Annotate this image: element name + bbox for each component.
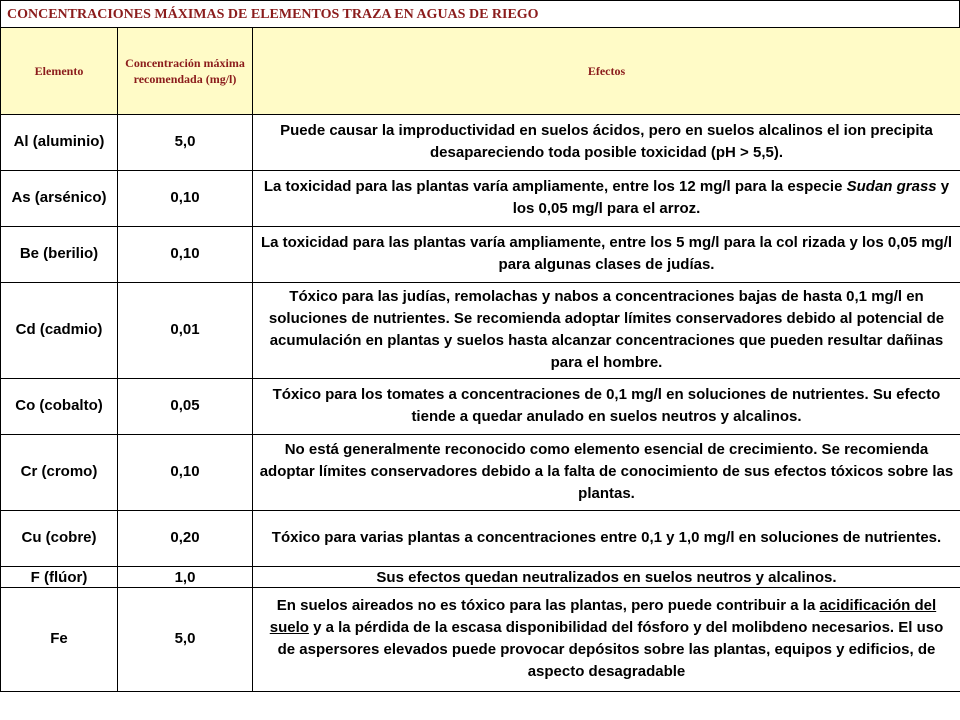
table-title-bar <box>0 0 960 28</box>
table-row <box>1 378 960 434</box>
table-row <box>1 434 960 510</box>
cell-efectos: Puede causar la improductividad en suelos ácidos, pero en suelos alcalinos el ion precipita desapareciendo toda posible toxicidad (pH > 5,5). <box>253 114 960 170</box>
cell-concentracion: 0,10 <box>118 226 253 282</box>
cell-concentracion: 0,10 <box>118 170 253 226</box>
cell-concentracion: 0,05 <box>118 378 253 434</box>
efectos-text-end: y los 0,05 mg/l para el arroz. <box>512 178 950 217</box>
efectos-text-end: y a la pérdida de la escasa disponibilidad del fósforo y del molibdeno necesarios. El uso de aspersores elevados puede provocar depósitos sobre las plantas, equipos y edificios, de aspecto desagradable <box>277 619 944 680</box>
efectos-link-acidificacion[interactable]: acidificación del suelo <box>269 597 937 636</box>
cell-efectos <box>253 587 960 691</box>
cell-elemento: F (flúor) <box>1 566 118 587</box>
cell-elemento: Co (cobalto) <box>1 378 118 434</box>
efectos-italic-species: Sudan grass <box>846 178 937 195</box>
trace-elements-table <box>0 28 960 692</box>
table-row <box>1 170 960 226</box>
cell-concentracion: 5,0 <box>118 114 253 170</box>
header-efectos: Efectos <box>253 28 960 114</box>
table-row <box>1 282 960 378</box>
table-row <box>1 587 960 691</box>
cell-efectos: Sus efectos quedan neutralizados en suelos neutros y alcalinos. <box>253 566 960 587</box>
cell-efectos: Tóxico para varias plantas a concentraciones entre 0,1 y 1,0 mg/l en soluciones de nutrientes. <box>253 510 960 566</box>
header-elemento: Elemento <box>1 28 118 114</box>
cell-concentracion: 1,0 <box>118 566 253 587</box>
cell-elemento: Fe <box>1 587 118 691</box>
header-concentracion: Concentración máxima recomendada (mg/l) <box>118 28 253 114</box>
cell-elemento: Cu (cobre) <box>1 510 118 566</box>
efectos-text: En suelos aireados no es tóxico para las plantas, pero puede contribuir a la <box>276 597 820 614</box>
table-row <box>1 510 960 566</box>
cell-elemento: Al (aluminio) <box>1 114 118 170</box>
cell-concentracion: 0,01 <box>118 282 253 378</box>
cell-elemento: Be (berilio) <box>1 226 118 282</box>
cell-concentracion: 0,20 <box>118 510 253 566</box>
cell-efectos: La toxicidad para las plantas varía ampliamente, entre los 5 mg/l para la col rizada y los 0,05 mg/l para algunas clases de judías. <box>253 226 960 282</box>
header-row <box>1 28 960 114</box>
cell-efectos <box>253 170 960 226</box>
cell-elemento: Cr (cromo) <box>1 434 118 510</box>
cell-concentracion: 0,10 <box>118 434 253 510</box>
table-title: CONCENTRACIONES MÁXIMAS DE ELEMENTOS TRAZA EN AGUAS DE RIEGO <box>7 7 539 22</box>
cell-elemento: Cd (cadmio) <box>1 282 118 378</box>
cell-concentracion: 5,0 <box>118 587 253 691</box>
table-row <box>1 566 960 587</box>
cell-efectos: Tóxico para los tomates a concentraciones de 0,1 mg/l en soluciones de nutrientes. Su efecto tiende a quedar anulado en suelos neutros y alcalinos. <box>253 378 960 434</box>
cell-efectos: Tóxico para las judías, remolachas y nabos a concentraciones bajas de hasta 0,1 mg/l en soluciones de nutrientes. Se recomienda adoptar límites conservadores debido al potencial de acumulación en plantas y suelos hasta alcanzar concentraciones que pueden resultar dañinas para el hombre. <box>253 282 960 378</box>
cell-efectos: No está generalmente reconocido como elemento esencial de crecimiento. Se recomienda adoptar límites conservadores debido a la falta de conocimiento de sus efectos tóxicos sobre las plantas. <box>253 434 960 510</box>
table-row <box>1 114 960 170</box>
table-row <box>1 226 960 282</box>
cell-elemento: As (arsénico) <box>1 170 118 226</box>
efectos-text: La toxicidad para las plantas varía ampliamente, entre los 12 mg/l para la especie <box>263 178 847 195</box>
